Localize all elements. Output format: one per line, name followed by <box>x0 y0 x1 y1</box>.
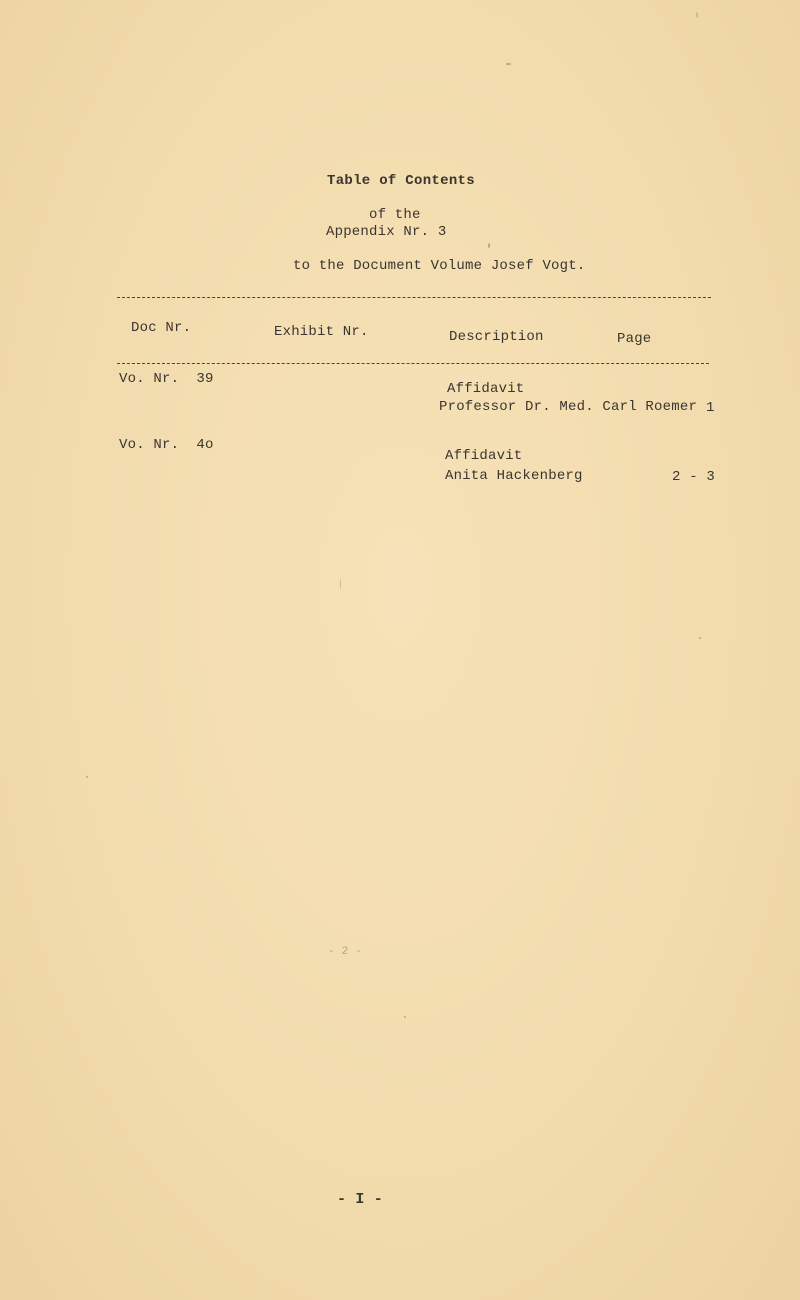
paper-speck <box>699 637 701 639</box>
row-doc-nr: Vo. Nr. 4o <box>119 437 214 453</box>
header-line-document-volume: to the Document Volume Josef Vogt. <box>293 258 586 274</box>
paper-speck <box>404 1016 406 1018</box>
table-header-rule <box>117 363 709 364</box>
paper-speck <box>86 776 88 778</box>
row-page: 2 - 3 <box>672 469 716 485</box>
header-line-appendix: Appendix Nr. 3 <box>326 224 447 240</box>
table-top-rule <box>117 297 711 298</box>
row-description-name: Anita Hackenberg <box>445 468 583 484</box>
column-header-doc-nr: Doc Nr. <box>131 320 192 336</box>
column-header-exhibit-nr: Exhibit Nr. <box>274 324 369 340</box>
faint-page-mark: - 2 - <box>328 946 363 958</box>
header-line-of-the: of the <box>369 207 421 223</box>
column-header-page: Page <box>617 331 652 347</box>
document-title: Table of Contents <box>327 173 475 189</box>
paper-speck <box>488 243 490 248</box>
paper-speck <box>506 63 511 65</box>
row-description-type: Affidavit <box>447 381 525 397</box>
paper-speck <box>696 12 698 18</box>
row-page: 1 <box>706 400 715 416</box>
row-description-type: Affidavit <box>445 448 523 464</box>
row-doc-nr: Vo. Nr. 39 <box>119 371 214 387</box>
column-header-description: Description <box>449 329 544 345</box>
page-number: - I - <box>337 1191 384 1208</box>
paper-speck <box>340 578 341 590</box>
row-description-name: Professor Dr. Med. Carl Roemer <box>439 399 698 415</box>
